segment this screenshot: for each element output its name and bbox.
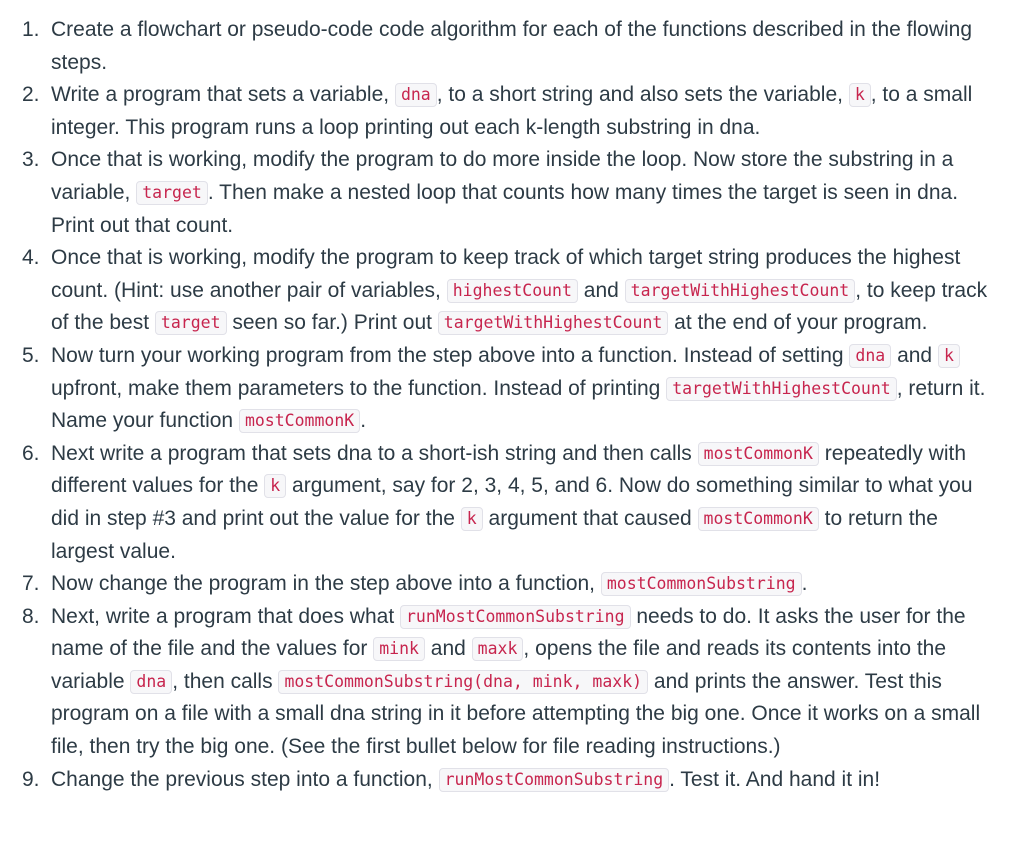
- step-number: 8.: [22, 604, 40, 628]
- step-item: [22, 144, 994, 242]
- step-number: 2.: [22, 83, 40, 107]
- step-number: 9.: [22, 767, 40, 791]
- inline-code: mostCommonSubstring(dna, mink, maxk): [278, 670, 648, 694]
- step-text: Once that is working, modify the program to do more inside the loop. Now store the substring in a variable,: [51, 148, 954, 204]
- step-text: , opens the file and reads its contents into the variable: [51, 637, 947, 693]
- inline-code: k: [264, 474, 286, 498]
- inline-code: runMostCommonSubstring: [439, 768, 670, 792]
- inline-code: maxk: [472, 637, 524, 661]
- inline-code: dna: [130, 670, 172, 694]
- step-text: Write a program that sets a variable,: [51, 83, 395, 107]
- step-text: argument that caused: [482, 506, 698, 530]
- step-text: and prints the answer. Test this program on a file with a small dna string in it before attempting the big one. Once it works on a small file, then try the big one. (See the first bullet below for file reading instructions.): [51, 669, 981, 759]
- step-text: . Test it. And hand it in!: [669, 767, 881, 791]
- inline-code: target: [136, 181, 208, 205]
- step-text: , to a short string and also sets the variable,: [436, 83, 849, 107]
- step-text: seen so far.) Print out: [226, 311, 438, 335]
- step-text: Next, write a program that does what: [51, 604, 400, 628]
- inline-code: targetWithHighestCount: [625, 279, 856, 303]
- inline-code: k: [849, 83, 871, 107]
- step-text: and: [891, 343, 938, 367]
- step-number: 3.: [22, 148, 40, 172]
- step-text: Create a flowchart or pseudo-code code algorithm for each of the functions described in the flowing steps.: [51, 18, 973, 74]
- step-number: 6.: [22, 441, 40, 465]
- step-text: Now turn your working program from the step above into a function. Instead of setting: [51, 343, 850, 367]
- inline-code: runMostCommonSubstring: [400, 605, 631, 629]
- inline-code: mostCommonK: [698, 507, 819, 531]
- step-item: [22, 601, 994, 764]
- inline-code: mostCommonK: [698, 442, 819, 466]
- step-text: Change the previous step into a function,: [51, 767, 439, 791]
- inline-code: targetWithHighestCount: [438, 311, 669, 335]
- inline-code: target: [155, 311, 227, 335]
- step-text: , return it. Name your function: [51, 376, 986, 433]
- step-text: .: [801, 572, 808, 596]
- step-text: needs to do. It asks the user for the name of the file and the values for: [51, 604, 966, 661]
- step-text: , to keep track of the best: [51, 278, 988, 335]
- inline-code: mostCommonSubstring: [601, 572, 802, 596]
- step-item: [22, 568, 994, 601]
- inline-code: dna: [395, 83, 437, 107]
- step-item: [22, 438, 994, 568]
- step-item: [22, 764, 994, 797]
- step-text: , to a small integer. This program runs a loop printing out each k-length substring in dna.: [51, 83, 973, 139]
- step-text: and: [424, 637, 472, 661]
- step-text: to return the largest value.: [51, 506, 938, 563]
- step-text: , then calls: [172, 669, 279, 693]
- inline-code: k: [461, 507, 483, 531]
- step-text: argument, say for 2, 3, 4, 5, and 6. Now do something similar to what you did in step #3 and print out the value for the: [51, 474, 973, 530]
- step-number: 4.: [22, 246, 40, 270]
- step-text: .: [360, 409, 367, 433]
- step-number: 5.: [22, 343, 40, 367]
- step-text: upfront, make them parameters to the function. Instead of printing: [51, 376, 667, 400]
- step-text: . Then make a nested loop that counts how many times the target is seen in dna. Print out that count.: [51, 180, 959, 237]
- step-text: repeatedly with different values for the: [51, 441, 967, 498]
- step-number: 1.: [22, 18, 40, 41]
- step-text: Now change the program in the step above into a function,: [51, 572, 601, 596]
- inline-code: mostCommonK: [239, 409, 360, 433]
- step-text: and: [577, 278, 625, 302]
- inline-code: mink: [373, 637, 425, 661]
- inline-code: k: [938, 344, 960, 368]
- step-text: Once that is working, modify the program to keep track of which target string produces the highest count. (Hint: use another pair of variables,: [51, 246, 961, 302]
- inline-code: dna: [849, 344, 891, 368]
- step-item: [22, 14, 994, 79]
- step-text: Next write a program that sets dna to a short-ish string and then calls: [51, 441, 698, 465]
- step-text: at the end of your program.: [668, 311, 928, 335]
- inline-code: targetWithHighestCount: [666, 377, 897, 401]
- step-item: [22, 79, 994, 144]
- steps-list: [22, 14, 994, 796]
- step-number: 7.: [22, 572, 40, 596]
- inline-code: highestCount: [447, 279, 578, 303]
- step-item: [22, 340, 994, 438]
- step-item: [22, 242, 994, 340]
